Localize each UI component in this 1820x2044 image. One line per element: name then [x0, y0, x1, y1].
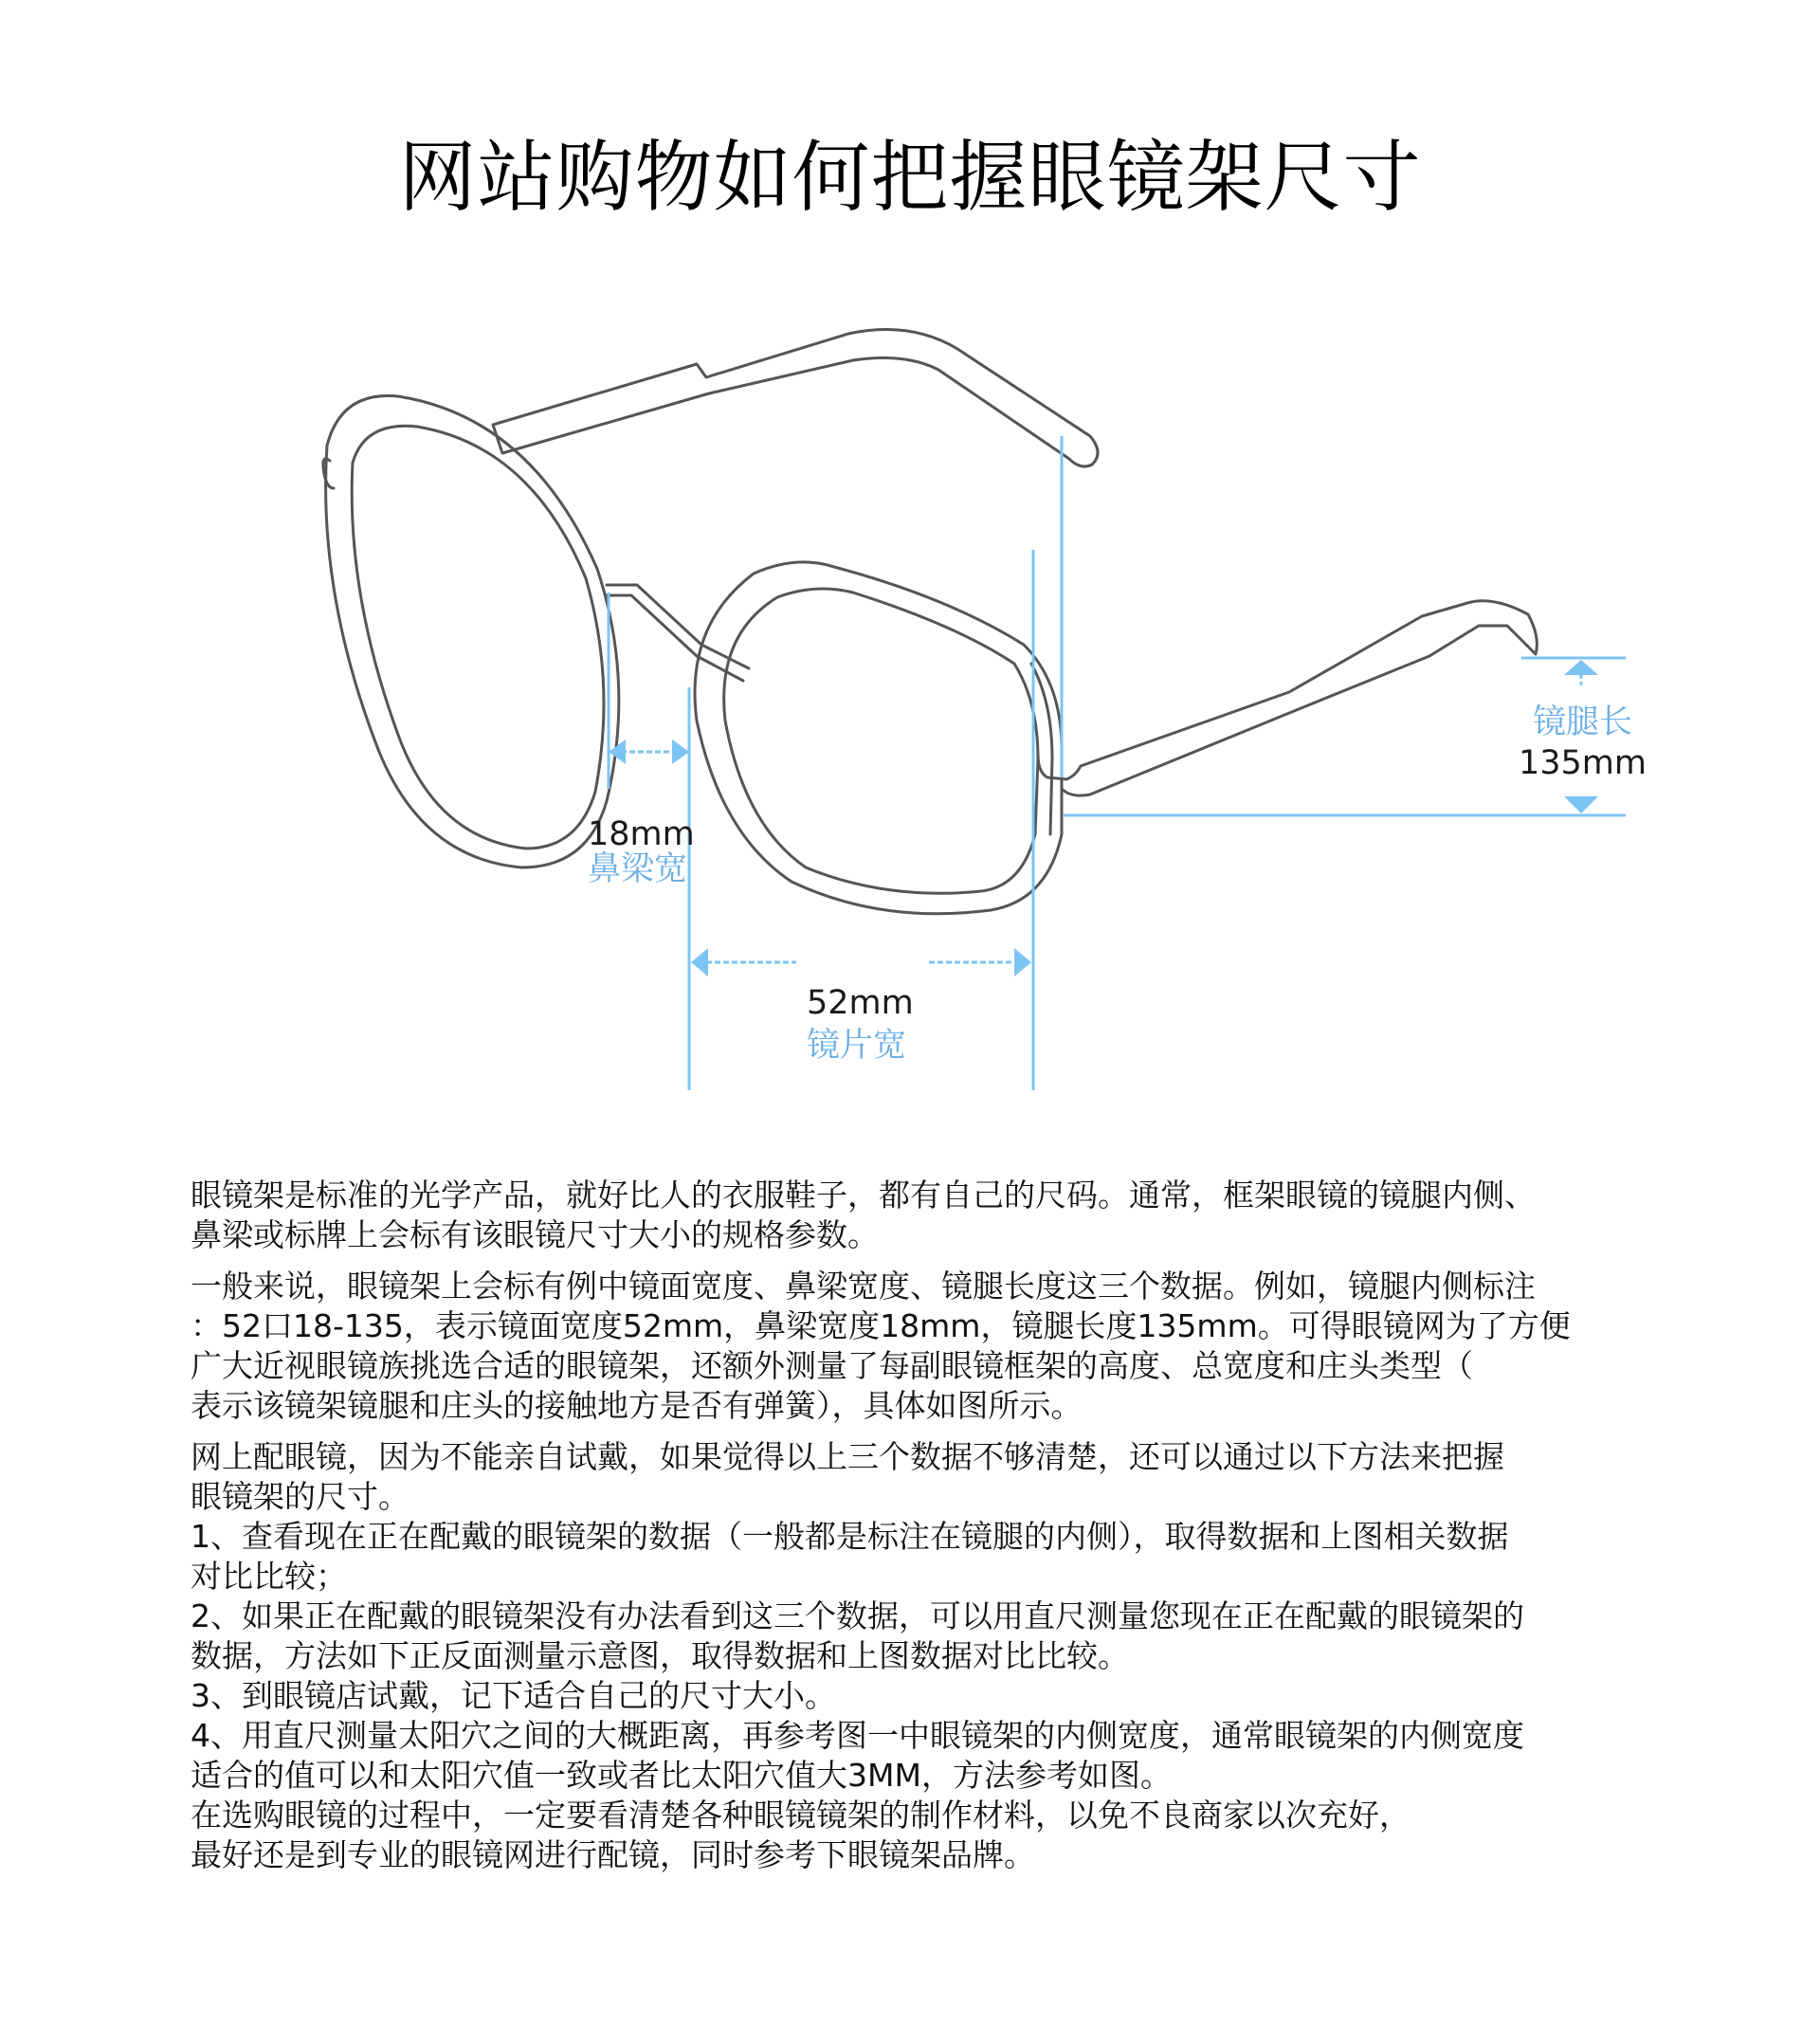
bridge-width-value: 18mm [588, 815, 695, 853]
text-line: 在选购眼镜的过程中，一定要看清楚各种眼镜镜架的制作材料，以免不良商家以次充好， [191, 1797, 1410, 1834]
text-line: 鼻梁或标牌上会标有该眼镜尺寸大小的规格参数。 [191, 1216, 879, 1253]
lens-width-value: 52mm [807, 984, 914, 1022]
paragraph-intro [191, 1176, 1745, 1255]
text-line: 适合的值可以和太阳穴值一致或者比太阳穴值大3MM，方法参考如图。 [191, 1757, 1172, 1794]
method-1: 1、查看现在正在配戴的眼镜架的数据（一般都是标注在镜腿的内侧），取得数据和上图相关数据 [191, 1518, 1509, 1555]
text-line: 表示该镜架镜腿和庄头的接触地方是否有弹簧），具体如图所示。 [191, 1387, 1083, 1424]
lens-width-label: 镜片宽 [807, 1027, 907, 1065]
text-line: 最好还是到专业的眼镜网进行配镜，同时参考下眼镜架品牌。 [191, 1836, 1035, 1873]
text-line: 对比比较； [191, 1558, 347, 1595]
measurement-guides [609, 436, 1626, 1090]
paragraph-size-spec [191, 1267, 1745, 1426]
glasses-frame-icon [323, 330, 1538, 914]
method-4: 4、用直尺测量太阳穴之间的大概距离，再参考图一中眼镜架的内侧宽度，通常眼镜架的内侧宽度 [191, 1717, 1524, 1754]
temple-length-label: 镜腿长 [1533, 703, 1633, 741]
text-line: ：52口18-135，表示镜面宽度52mm，鼻梁宽度18mm，镜腿长度135mm。可得眼镜网为了方便 [191, 1307, 1571, 1344]
article-body [191, 1176, 1745, 1887]
text-line: 数据，方法如下正反面测量示意图，取得数据和上图数据对比比较。 [191, 1637, 1129, 1674]
text-line: 网上配眼镜，因为不能亲自试戴，如果觉得以上三个数据不够清楚，还可以通过以下方法来把握 [191, 1438, 1504, 1475]
paragraph-methods [191, 1437, 1745, 1875]
text-line: 一般来说，眼镜架上会标有例中镜面宽度、鼻梁宽度、镜腿长度这三个数据。例如，镜腿内侧标注 [191, 1268, 1536, 1305]
page-title: 网站购物如何把握眼镜架尺寸 [398, 133, 1422, 223]
text-line: 广大近视眼镜族挑选合适的眼镜架，还额外测量了每副眼镜框架的高度、总宽度和庄头类型（ [191, 1347, 1473, 1384]
bridge-width-label: 鼻梁宽 [588, 850, 688, 888]
text-line: 眼镜架是标准的光学产品，就好比人的衣服鞋子，都有自己的尺码。通常，框架眼镜的镜腿内侧、 [191, 1177, 1536, 1214]
temple-length-value: 135mm [1519, 744, 1647, 782]
method-2: 2、如果正在配戴的眼镜架没有办法看到这三个数据，可以用直尺测量您现在正在配戴的眼镜架的 [191, 1597, 1524, 1634]
method-3: 3、到眼镜店试戴，记下适合自己的尺寸大小。 [191, 1677, 836, 1714]
text-line: 眼镜架的尺寸。 [191, 1478, 410, 1515]
